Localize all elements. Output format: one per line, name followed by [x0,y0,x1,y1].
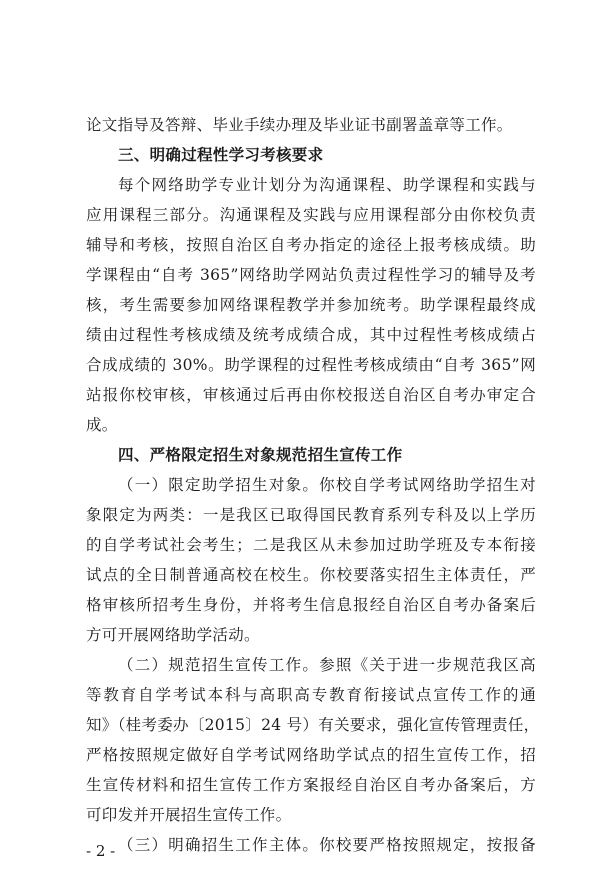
page-number: - 2 - [86,842,116,860]
paragraph-line: （二）规范招生宣传工作。参照《关于进一步规范我区高 [118,656,536,674]
paragraph-line: 象限定为两类：一是我区已取得国民教育系列专科及以上学历 [86,506,536,524]
paragraph-line: 等教育自学考试本科与高职高专教育衔接试点宣传工作的通 [86,686,536,704]
paragraph-line: （一）限定助学招生对象。你校自学考试网络助学招生对 [118,476,536,494]
paragraph-line: 应用课程三部分。沟通课程及实践与应用课程部分由你校负责 [86,206,536,224]
paragraph-line: 试点的全日制普通高校在校生。你校要落实招生主体责任，严 [86,566,536,584]
section-heading-4: 四、严格限定招生对象规范招生宣传工作 [118,446,403,464]
paragraph-line: 合成成绩的 30%。助学课程的过程性考核成绩由“自考 365”网 [86,356,536,374]
paragraph-line: 学课程由“自考 365”网络助学网站负责过程性学习的辅导及考 [86,266,536,284]
paragraph-line: 每个网络助学专业计划分为沟通课程、助学课程和实践与 [118,176,536,194]
paragraph-line: 的自学考试社会考生；二是我区从未参加过助学班及专本衔接 [86,536,536,554]
paragraph-line: 知》（桂考委办〔2015〕24 号）有关要求，强化宣传管理责任， [86,716,540,734]
paragraph-line: 严格按照规定做好自学考试网络助学试点的招生宣传工作，招 [86,746,536,764]
paragraph-line: 绩由过程性考核成绩及统考成绩合成，其中过程性考核成绩占 [86,326,536,344]
paragraph-line: （三）明确招生工作主体。你校要严格按照规定，按报备 [118,836,536,854]
paragraph-line: 方可开展网络助学活动。 [86,626,260,644]
section-heading-3: 三、明确过程性学习考核要求 [118,146,324,164]
paragraph-line: 成。 [86,416,118,434]
paragraph-line: 核，考生需要参加网络课程教学并参加统考。助学课程最终成 [86,296,536,314]
paragraph-line: 论文指导及答辩、毕业手续办理及毕业证书副署盖章等工作。 [86,116,513,134]
paragraph-line: 站报你校审核，审核通过后再由你校报送自治区自考办审定合 [86,386,536,404]
paragraph-line: 格审核所招考生身份，并将考生信息报经自治区自考办备案后 [86,596,536,614]
paragraph-line: 生宣传材料和招生宣传工作方案报经自治区自考办备案后，方 [86,776,536,794]
paragraph-line: 辅导和考核，按照自治区自考办指定的途径上报考核成绩。助 [86,236,536,254]
paragraph-line: 可印发并开展招生宣传工作。 [86,806,292,824]
